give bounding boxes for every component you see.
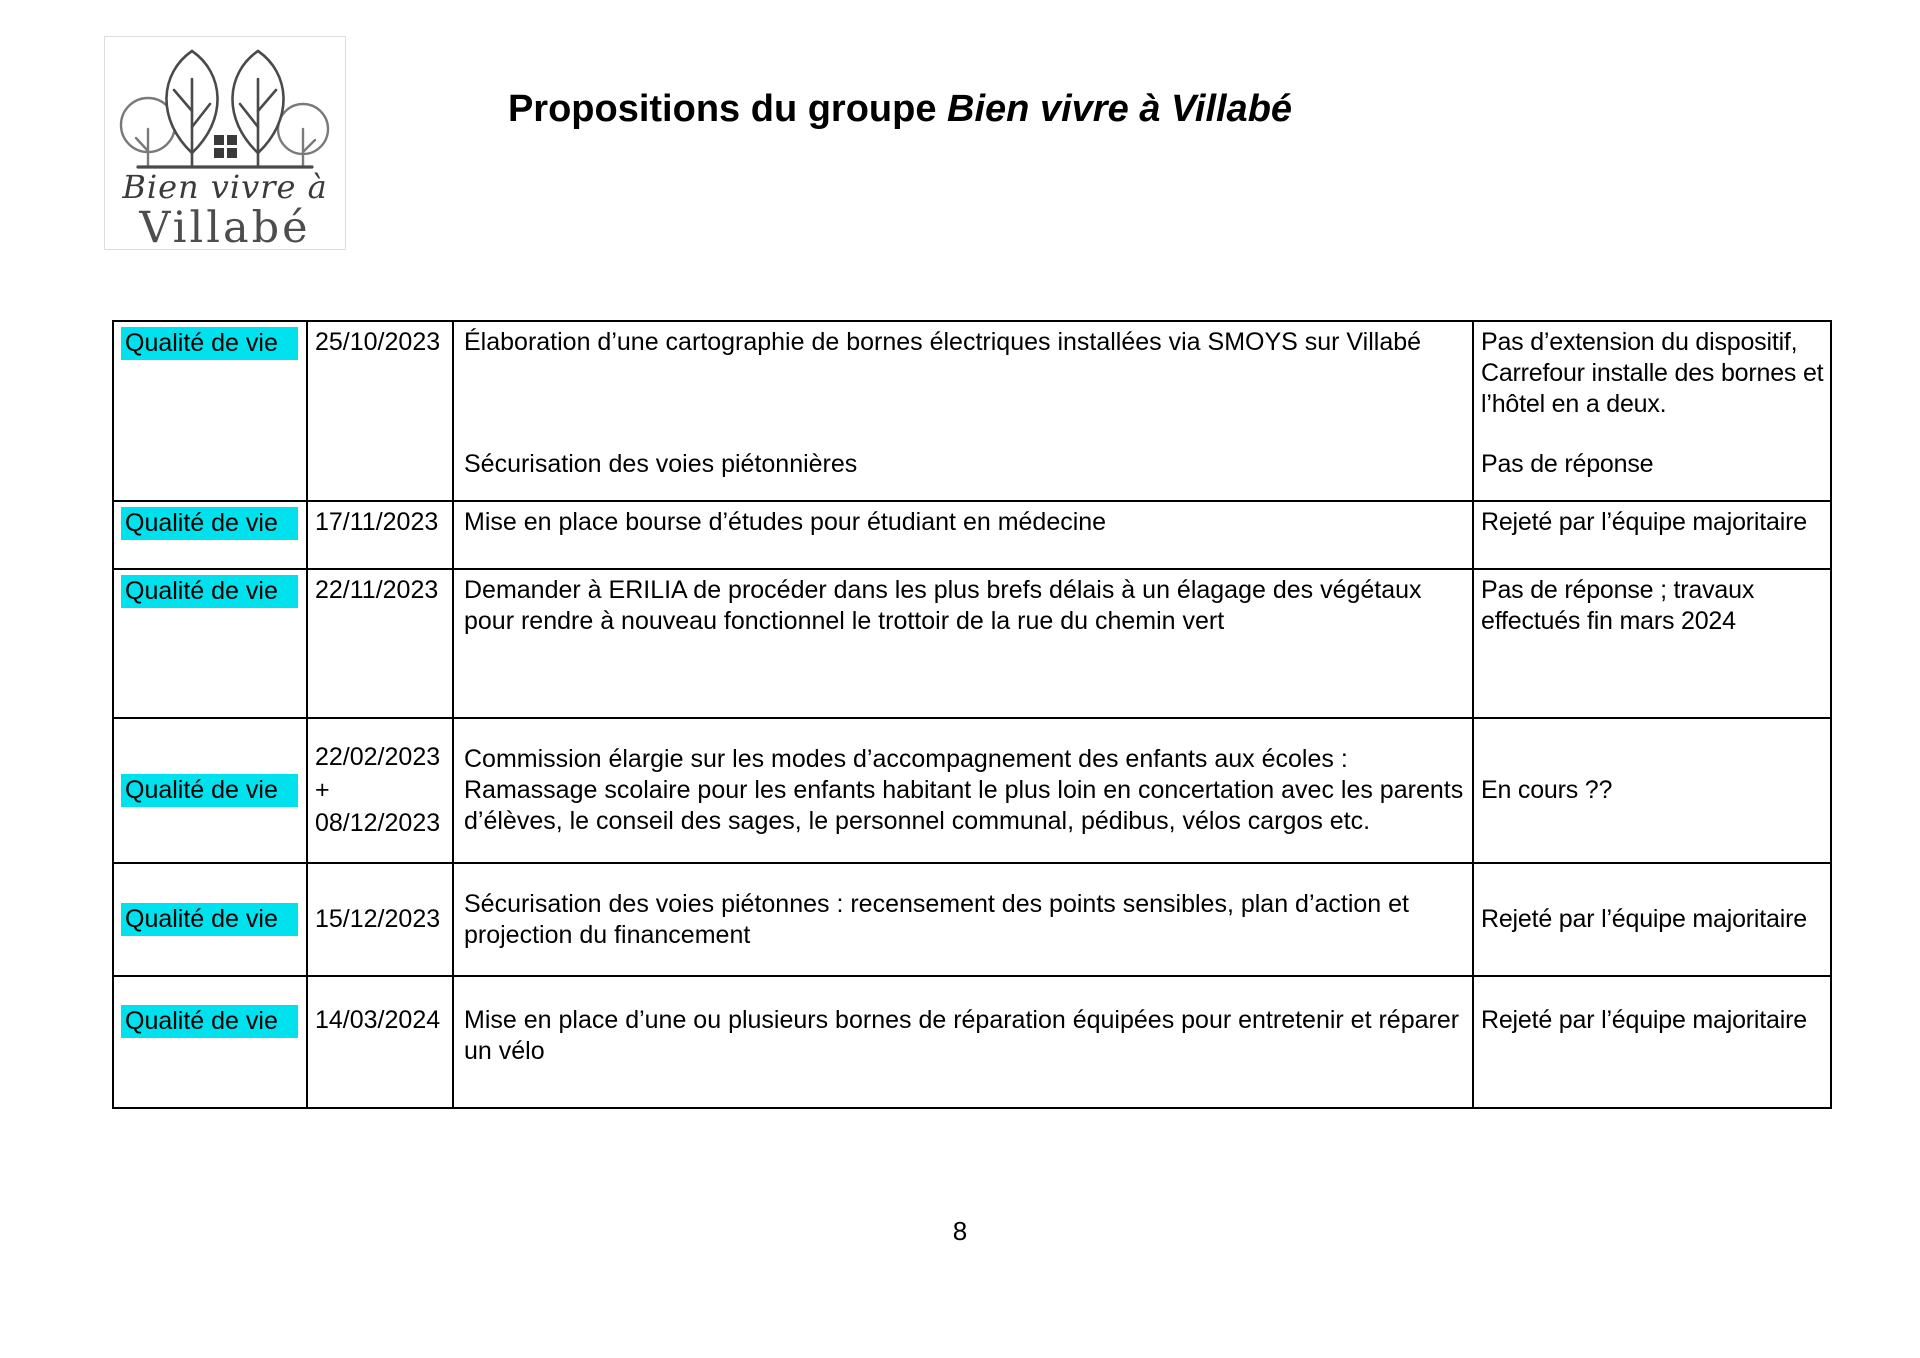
response-cell	[1473, 569, 1831, 718]
category-cell	[113, 863, 307, 976]
logo-text-town: Villabé	[139, 203, 311, 253]
table-row	[113, 321, 1831, 501]
proposal-cell	[453, 569, 1473, 718]
response-paragraph: Rejeté par l’équipe majoritaire	[1481, 508, 1807, 536]
proposal-paragraph: Sécurisation des voies piétonnes : recensement des points sensibles, plan d’action et projection du financement	[464, 889, 1410, 949]
category-cell	[113, 501, 307, 569]
proposal-cell	[453, 976, 1473, 1108]
date-line: 25/10/2023	[315, 328, 441, 356]
proposal-cell	[453, 321, 1473, 501]
proposal-paragraph: Mise en place bourse d’études pour étudiant en médecine	[464, 508, 1107, 536]
proposal-paragraph: Demander à ERILIA de procéder dans les plus brefs délais à un élagage des végétaux pour rendre à nouveau fonctionnel le trottoir de la rue du chemin vert	[464, 576, 1422, 635]
category-highlight: Qualité de vie	[121, 903, 298, 936]
date-cell	[307, 863, 453, 976]
table-row	[113, 976, 1831, 1108]
category-highlight: Qualité de vie	[121, 575, 298, 608]
proposal-cell	[453, 718, 1473, 863]
logo	[104, 36, 346, 253]
response-paragraph: Pas d’extension du dispositif, Carrefour installe des bornes et l’hôtel en a deux.	[1481, 328, 1824, 418]
date-line: 17/11/2023	[315, 508, 439, 536]
response-cell	[1473, 976, 1831, 1108]
proposal-cell	[453, 863, 1473, 976]
title-italic-part: Bien vivre à Villabé	[947, 88, 1293, 130]
date-line: +	[315, 776, 330, 804]
date-line: 14/03/2024	[315, 1006, 441, 1034]
proposal-cell	[453, 501, 1473, 569]
category-highlight: Qualité de vie	[121, 327, 298, 360]
date-cell	[307, 321, 453, 501]
propositions-table-body	[113, 321, 1831, 1108]
category-highlight: Qualité de vie	[121, 507, 298, 540]
table-row	[113, 569, 1831, 718]
category-highlight: Qualité de vie	[121, 1005, 298, 1038]
table-row	[113, 863, 1831, 976]
response-cell	[1473, 501, 1831, 569]
category-cell	[113, 718, 307, 863]
table-row	[113, 501, 1831, 569]
proposal-paragraph: Commission élargie sur les modes d’accompagnement des enfants aux écoles : Ramassage scolaire pour les enfants habitant le plus loin en concertation avec les parents d’élèves, le conseil des sages, le personnel communal, pédibus, vélos cargos etc.	[464, 745, 1464, 835]
date-cell	[307, 501, 453, 569]
logo-text-script: Bien vivre à	[122, 168, 328, 206]
date-line: 22/02/2023	[315, 743, 441, 771]
logo-window-icon	[214, 135, 237, 158]
response-paragraph: Pas de réponse ; travaux effectués fin mars 2024	[1481, 576, 1755, 635]
category-highlight: Qualité de vie	[121, 774, 298, 807]
response-paragraph: Pas de réponse	[1481, 450, 1654, 478]
table-row	[113, 718, 1831, 863]
page-number: 8	[952, 1216, 968, 1246]
page-title	[0, 88, 1860, 131]
response-paragraph: Rejeté par l’équipe majoritaire	[1481, 905, 1807, 933]
response-cell	[1473, 321, 1831, 501]
category-cell	[113, 569, 307, 718]
title-regular-part: Propositions du groupe	[507, 88, 948, 130]
propositions-table	[112, 320, 1832, 1109]
response-paragraph: Rejeté par l’équipe majoritaire	[1481, 1006, 1807, 1034]
proposal-paragraph: Mise en place d’une ou plusieurs bornes de réparation équipées pour entretenir et réparer un vélo	[464, 1006, 1460, 1065]
proposal-paragraph: Sécurisation des voies piétonnières	[464, 450, 858, 478]
category-cell	[113, 321, 307, 501]
date-cell	[307, 569, 453, 718]
date-line: 22/11/2023	[315, 576, 439, 604]
category-cell	[113, 976, 307, 1108]
date-cell	[307, 976, 453, 1108]
date-cell	[307, 718, 453, 863]
response-cell	[1473, 863, 1831, 976]
date-line: 15/12/2023	[315, 905, 441, 933]
proposal-paragraph: Élaboration d’une cartographie de bornes électriques installées via SMOYS sur Villabé	[464, 328, 1422, 356]
date-line: 08/12/2023	[315, 809, 441, 837]
response-paragraph: En cours ??	[1481, 776, 1613, 804]
response-cell	[1473, 718, 1831, 863]
